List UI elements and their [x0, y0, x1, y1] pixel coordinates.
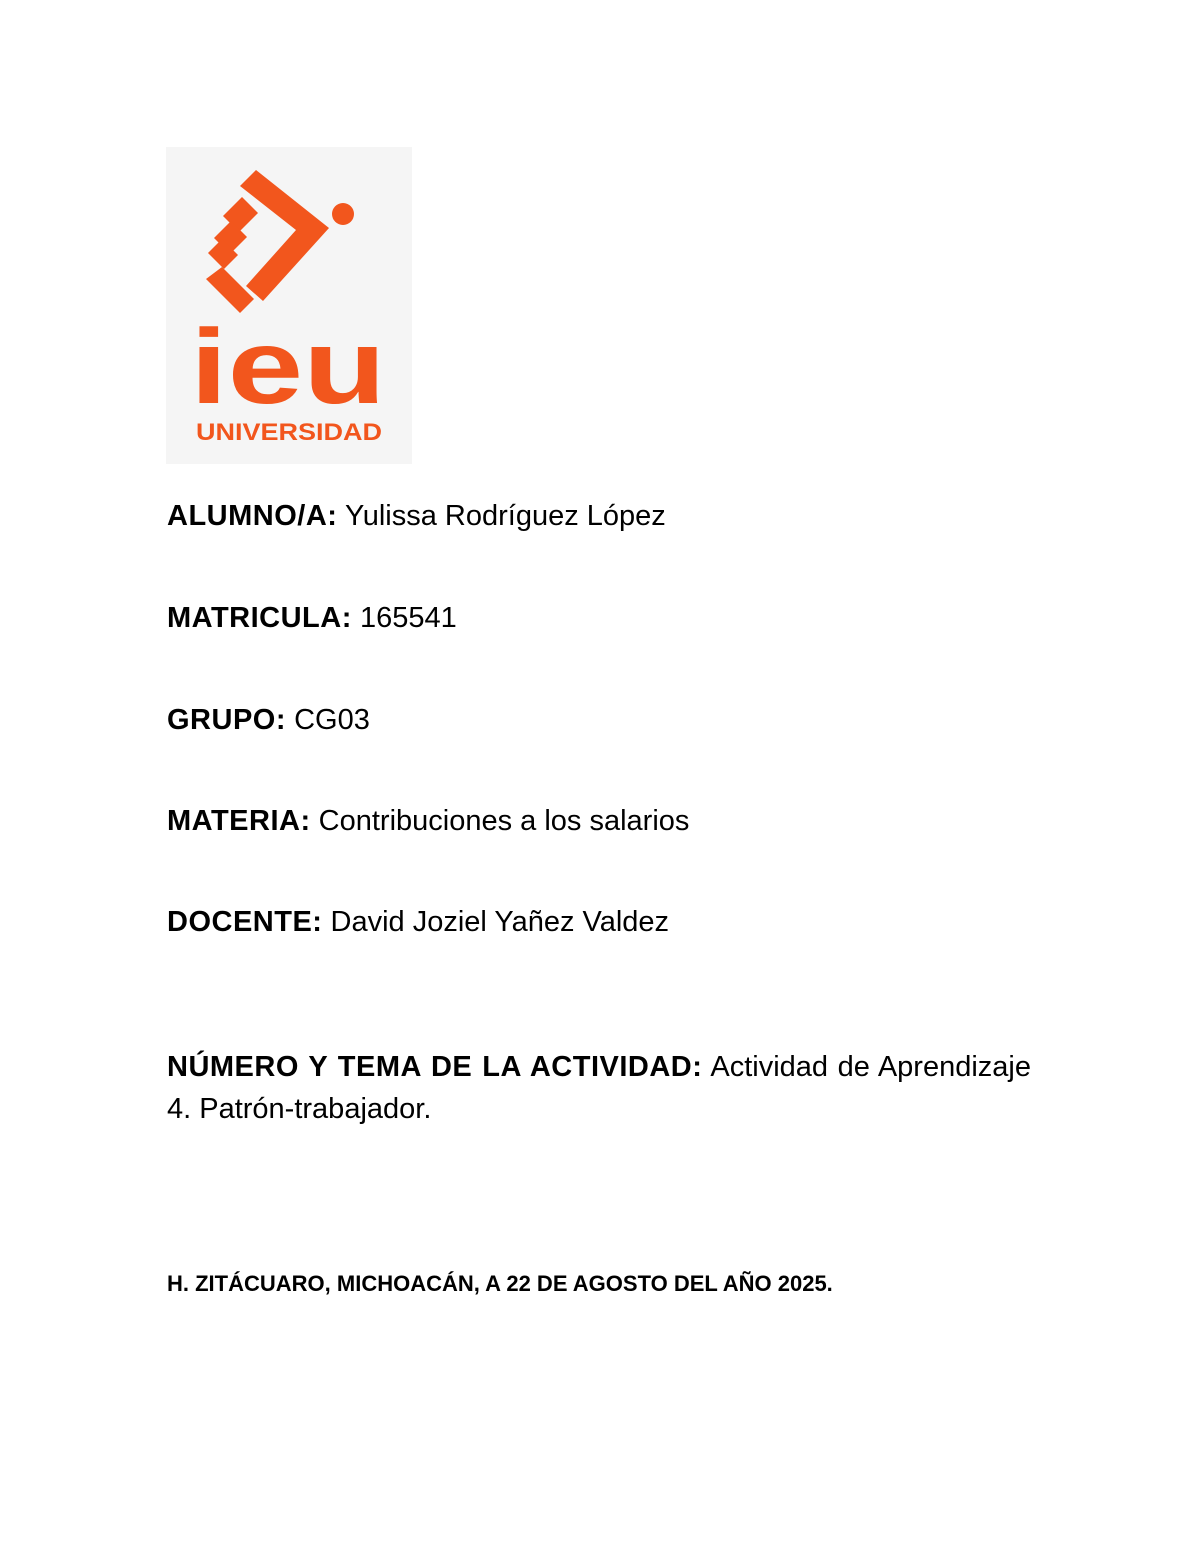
subject-label: MATERIA: [167, 805, 311, 837]
enrollment-label: MATRICULA: [167, 602, 352, 634]
logo-wordmark: ieu [190, 308, 386, 426]
enrollment-field [167, 601, 457, 635]
group-field [167, 703, 370, 737]
activity-field [167, 1046, 1031, 1130]
student-label: ALUMNO/A: [167, 500, 338, 532]
enrollment-value: 165541 [359, 602, 457, 634]
activity-label: NÚMERO Y TEMA DE LA ACTIVIDAD: [167, 1051, 703, 1083]
student-field [167, 499, 666, 533]
subject-field [167, 804, 689, 838]
teacher-label: DOCENTE: [167, 906, 323, 938]
ieu-arrow-logo-icon [166, 147, 412, 464]
activity-value: Actividad de Aprendizaje 4. Patrón-trabajador. [167, 1051, 1031, 1125]
university-logo [166, 147, 412, 464]
group-label: GRUPO: [167, 704, 286, 736]
teacher-value: David Joziel Yañez Valdez [330, 906, 670, 938]
subject-value: Contribuciones a los salarios [318, 805, 690, 837]
student-value: Yulissa Rodríguez López [344, 500, 666, 532]
teacher-field [167, 905, 669, 939]
group-value: CG03 [294, 704, 370, 736]
place-date-footer: H. ZITÁCUARO, MICHOACÁN, A 22 DE AGOSTO DEL AÑO 2025. [167, 1271, 833, 1296]
logo-subtitle: UNIVERSIDAD [196, 419, 382, 446]
